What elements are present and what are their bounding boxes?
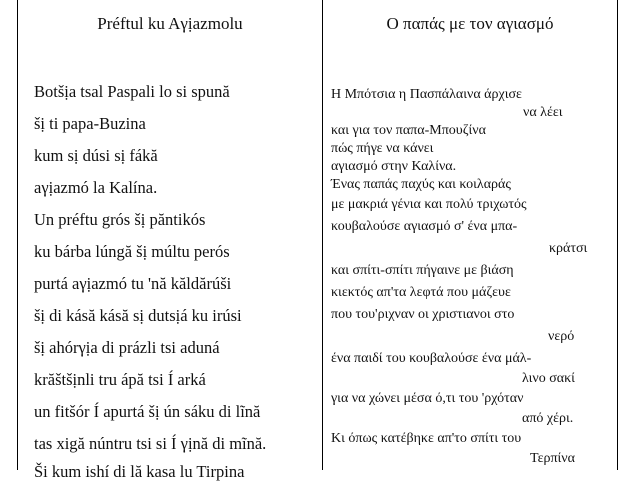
translation-line: που του'ριχναν οι χριστιανοι στο — [331, 307, 515, 322]
poem-line: Botšịa tsal Paspali lo si spună — [34, 82, 230, 101]
right-column-title: Ο παπάς με τον αγιασμό — [386, 14, 554, 33]
translation-line: λινο σακί — [522, 371, 575, 386]
right-border — [617, 0, 618, 470]
translation-line: Η Μπότσια η Πασπάλαινα άρχισε — [331, 87, 522, 102]
poem-line: krăštšịnli tru ápă tsi Í arká — [34, 370, 206, 389]
translation-line: νερό — [548, 329, 575, 344]
translation-line: κιεκτός απ'τα λεφτά που μάζευε — [331, 285, 511, 300]
poem-line: Ši kum ishí di lă kasa lu Tirpina — [34, 462, 245, 481]
poem-line: tas xigă núntru tsi si Í γịnă di mĩnă. — [34, 434, 267, 453]
poem-line: šị ti papa-Buzina — [34, 114, 146, 133]
translation-line: αγιασμό στην Καλίνα. — [331, 159, 457, 174]
translation-line: πώς πήγε να κάνει — [331, 141, 434, 156]
translation-line: κράτσι — [549, 241, 588, 256]
translation-line: και σπίτι-σπίτι πήγαινε με βιάση — [331, 263, 514, 278]
poem-line: purtá aγịazmó tu 'nă kăldărúši — [34, 274, 232, 293]
translation-line: από χέρι. — [522, 411, 574, 426]
translation-line: Κι όπως κατέβηκε απ'το σπίτι του — [331, 431, 522, 446]
translation-line: με μακριά γένια και πολύ τριχωτός — [331, 197, 527, 212]
translation-line: ένα παιδί του κουβαλούσε ένα μάλ- — [331, 351, 532, 366]
translation-line: και για τον παπα-Μπουζίνα — [331, 123, 486, 138]
column-divider — [322, 0, 323, 470]
poem-line: ku bárba lúngă šị múltu perós — [34, 242, 230, 261]
poem-line: Un préftu grós šị păntikós — [34, 210, 206, 229]
poem-line: aγịazmó la Kalína. — [34, 178, 158, 197]
poem-line: šị ahórγịa di prázli tsi aduná — [34, 338, 220, 357]
poem-line: un fitšór Í apurtá šị ún sáku di lĩnă — [34, 402, 261, 421]
poem-line: šị di kásă kásă sị dutsịá ku irúsi — [34, 306, 242, 325]
translation-line: Τερπίνα — [530, 451, 575, 466]
translation-line: Ένας παπάς παχύς και κοιλαράς — [331, 177, 511, 192]
poem-line: kum sị dúsi sị fákă — [34, 146, 158, 165]
translation-line: να λέει — [523, 105, 563, 120]
translation-line: για να χώνει μέσα ό,τι του 'ρχόταν — [331, 391, 524, 406]
left-border — [17, 0, 18, 470]
left-column-title: Préftul ku Aγịazmolu — [97, 14, 243, 33]
translation-line: κουβαλούσε αγιασμό σ' ένα μπα- — [331, 219, 518, 234]
